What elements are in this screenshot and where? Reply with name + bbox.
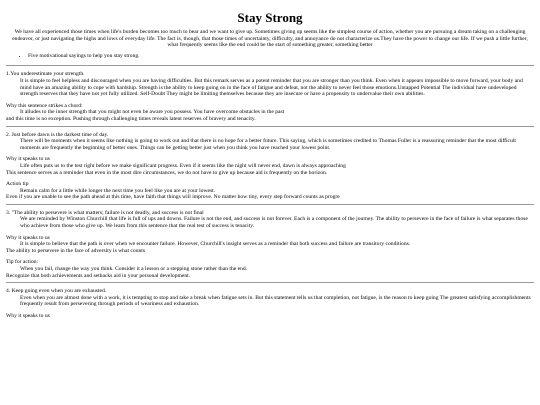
subsection-line: It is simple to believe that the path is over when we encounter failure. However, Churchill's insight serves as a reminder that both success and failure are transitory conditions.: [20, 241, 411, 248]
section-body: It is simple to feel helpless and discouraged when you are having difficulties. But this remark serves as a potent reminder that you are stronger than you think. Even when it appears impossible to move forward, your body and mind have an amazing ability to cope with hardship. Strength is the ability to keep going on in the face of fatigue and defeat, not the ability to never feel those emotions.Untapped Potential The individual have undeveloped strength reserves that they have not yet fully utilized. Self-Doubt They might be limiting themselves because they are insecure or have a propensity to undervalue their own abilities.: [20, 77, 523, 98]
bullet-list: [6, 53, 534, 60]
section-2: [6, 132, 534, 201]
subsection-title: Why it speaks to us: [6, 313, 50, 319]
divider: [6, 204, 534, 205]
section-4: [6, 288, 534, 319]
subsection-title: Why it speaks to us: [6, 156, 50, 163]
list-item: • Five motivational sayings to help you stay strong.: [28, 53, 534, 60]
section-body: Even when you are almost done with a work, it is tempting to stop and take a break when fatigue sets in. But this statement tells us that completion, not fatigue, is the reason to keep going The greatest satisfying accomplishments frequently result from persevering through periods of weariness and exhaustion.: [20, 294, 531, 308]
subsection-line: Recognize that both achievements and setbacks aid in your personal development.: [6, 272, 191, 279]
section-title: 3. "The ability to persevere is what matters; failure is not deadly, and success is not final: [6, 209, 204, 216]
intro-paragraph: We have all experienced those times when life's burden becomes too much to bear and we want to give up. Sometimes giving up seems like the simplest course of action, whether you are pursuing a dream taking on a challenging endeavor, or just navigating the highs and lows of everyday life. The fact is, though, that those times of uncertainty, difficulty, and annoyance do not characterize us.They have the power to change our life. If we push a little further, what frequently seems like the end could be the start of something greater, something better: [12, 29, 528, 49]
subsection-title: Why this sentence strikes a chord:: [6, 102, 83, 109]
section-title: 2. Just before dawn is the darkest time of day.: [6, 131, 109, 138]
subsection-line: When you fail, change the way you think. Consider it a lesson or a stepping stone rather than the end.: [20, 266, 248, 273]
subsection-title: Tip for action:: [6, 259, 39, 266]
divider: [6, 126, 534, 127]
section-1: [6, 71, 534, 122]
subsection-line: and this time is no exception. Pushing through challenging times reveals latent reserves of bravery and tenacity.: [6, 115, 256, 122]
section-title: 4. Keep going even when you are exhausted.: [6, 288, 107, 295]
page-title: Stay Strong: [237, 10, 303, 25]
section-title: 1.You underestimate your strength.: [6, 71, 85, 78]
section-3: [6, 210, 534, 279]
subsection-line: Even if you are unable to see the path ahead at this time, have faith that things will improve. No matter how tiny, every step forward counts as progre: [6, 194, 340, 201]
subsection-title: Action tip: [6, 181, 29, 188]
divider: [6, 65, 534, 66]
subsection-line: The ability to persevere in the face of adversity is what counts: [6, 247, 146, 254]
subsection-line: Life often puts us to the test right before we make significant progress. Even if it seems like the night will never end, dawn is always approaching: [20, 162, 346, 169]
divider: [6, 282, 534, 283]
section-body: There will be moments when it seems like nothing is going to work out and that there is no hope for a better future. This saying, which is sometimes credited to Thomas Fuller is a reassuring reminder that the most difficult moments are frequently the beginning of better ones. Things can be getting better just when you think you have reached your lowest point.: [20, 138, 516, 151]
subsection-line: Remain calm for a little while longer the next time you feel like you are at your lowest.: [20, 187, 216, 194]
section-body: We are reminded by Winston Churchill that life is full of ups and downs. Failure is not the end, and success is not forever. Each is a component of the journey. The ability to persevere in the face of failure is what separates those who achieve from those who give up. We learn from this sentence that the real test of success is tenacity.: [20, 216, 528, 230]
subsection-line: This sentence serves as a reminder that even in the most dire circumstances, we do not have to give up because aid is frequently on the horizon.: [6, 169, 328, 176]
subsection-title: Why it speaks to us: [6, 234, 50, 241]
subsection-line: It alludes to the inner strength that you might not even be aware you possess. You have overcome obstacles in the past: [20, 109, 285, 116]
